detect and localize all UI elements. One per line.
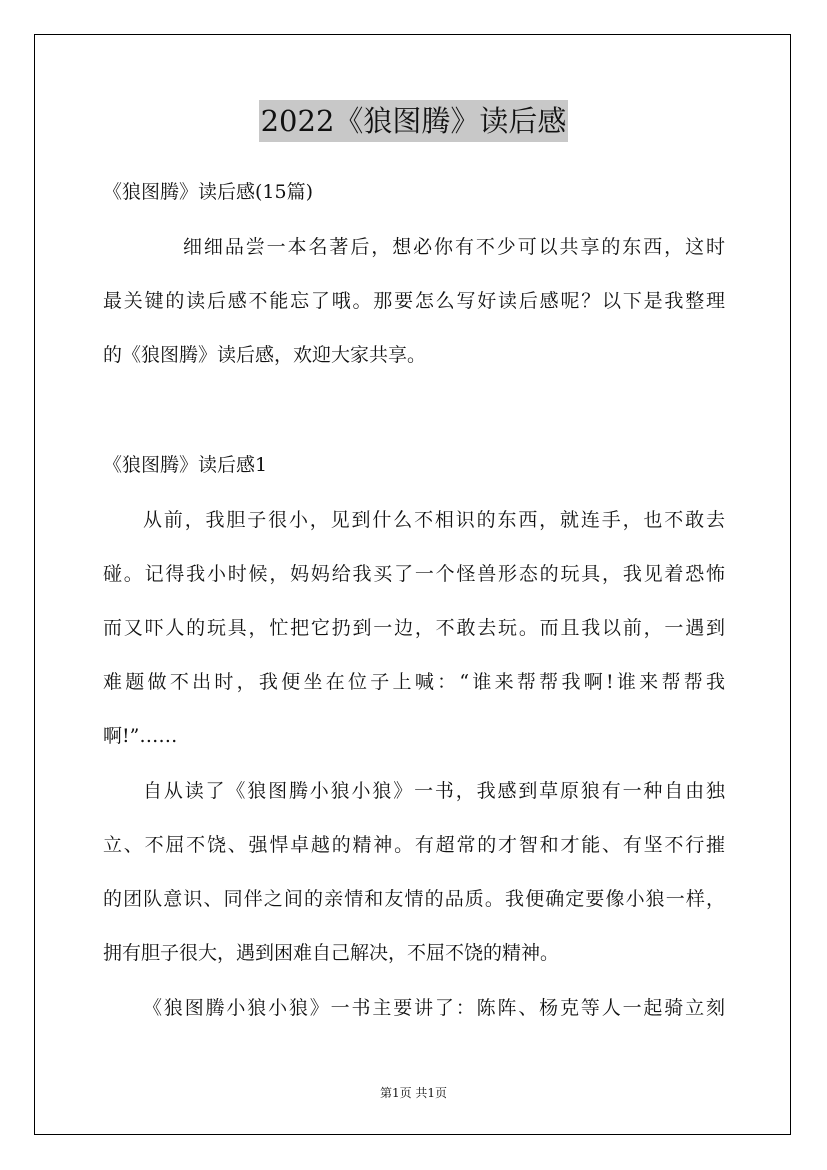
intro-line: 最关键的读后感不能忘了哦。那要怎么写好读后感呢？以下是我整理 [103,290,725,312]
paragraph-line: 碰。记得我小时候，妈妈给我买了一个怪兽形态的玩具，我见着恐怖 [103,563,725,585]
paragraph-line: 而又吓人的玩具，忙把它扔到一边，不敢去玩。而且我以前，一遇到 [103,617,725,639]
paragraph-line: 拥有胆子很大，遇到困难自己解决，不屈不饶的精神。 [103,942,560,964]
paragraph-line: 啊!”…… [103,725,178,747]
paragraph-line: 自从读了《狼图腾小狼小狼》一书，我感到草原狼有一种自由独 [143,780,725,802]
paragraph-line: 《狼图腾小狼小狼》一书主要讲了：陈阵、杨克等人一起骑立刻 [143,997,725,1019]
section-heading: 《狼图腾》读后感1 [103,454,268,476]
document-subtitle: 《狼图腾》读后感(15篇) [103,181,314,203]
paragraph-line: 难题做不出时，我便坐在位子上喊：“谁来帮帮我啊!谁来帮帮我 [103,671,725,693]
intro-line: 的《狼图腾》读后感，欢迎大家共享。 [103,344,427,366]
paragraph-line: 的团队意识、同伴之间的亲情和友情的品质。我便确定要像小狼一样， [103,888,725,910]
paragraph-line: 从前，我胆子很小，见到什么不相识的东西，就连手，也不敢去 [143,509,725,531]
intro-line: 细细品尝一本名著后，想必你有不少可以共享的东西，这时 [183,236,725,258]
paragraph-line: 立、不屈不饶、强悍卓越的精神。有超常的才智和才能、有坚不行摧 [103,834,725,856]
page-footer: 第1页 共1页 [379,1086,448,1100]
document-title: 2022《狼图腾》读后感 [259,100,569,142]
title-container [0,100,827,142]
